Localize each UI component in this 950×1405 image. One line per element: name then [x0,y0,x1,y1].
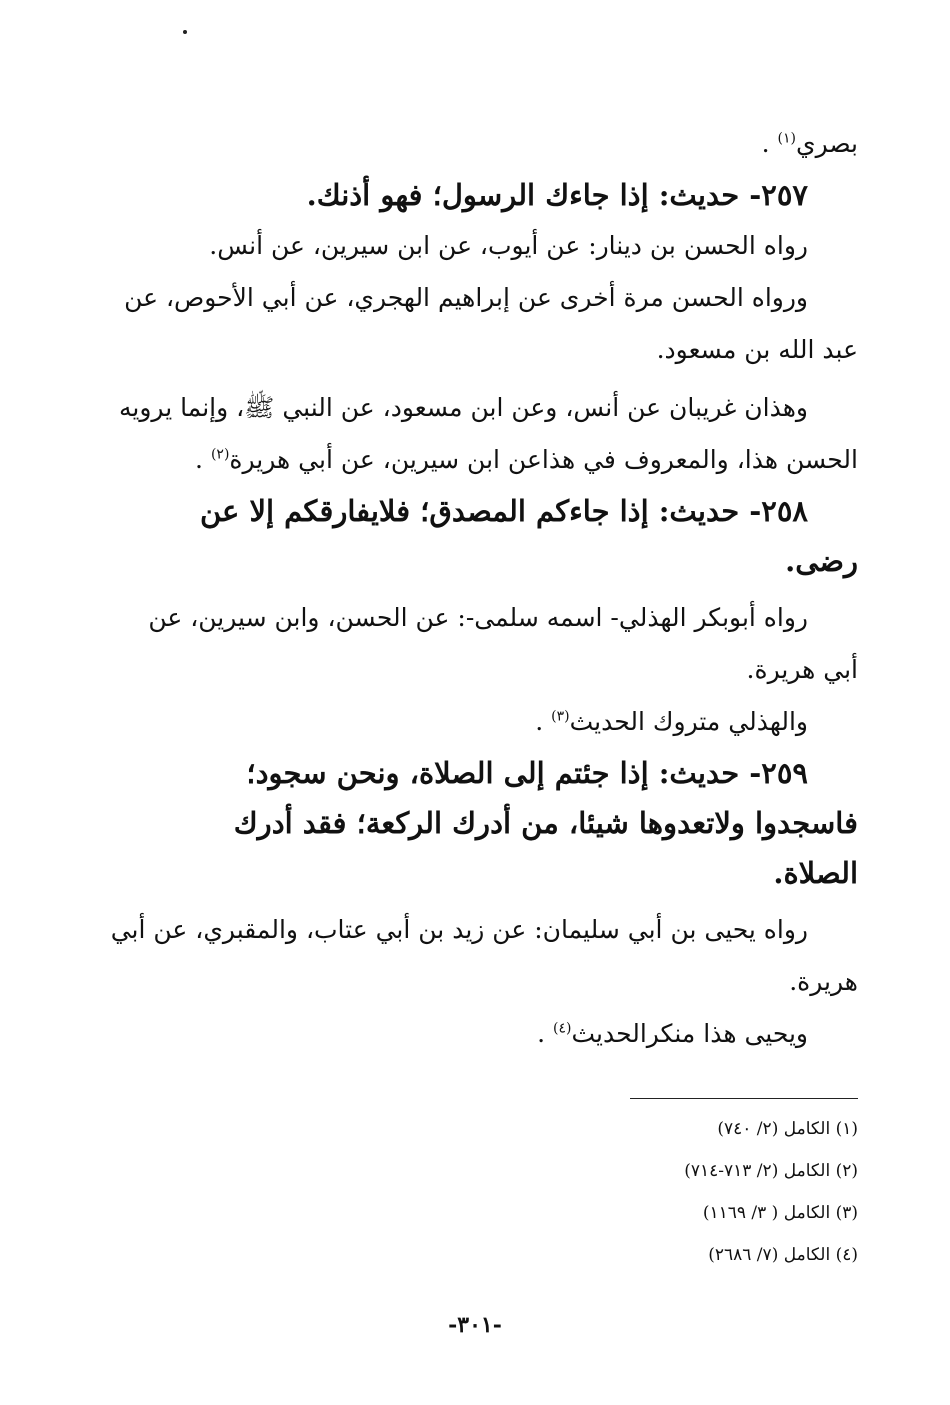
period: . [535,707,544,736]
hadith-259-heading: ٢٥٩- حديث: إذا جئتم إلى الصلاة، ونحن سجود؛ [246,756,808,790]
paragraph-line: ورواه الحسن مرة أخرى عن إبراهيم الهجري، عن أبي الأحوص، عن [124,283,808,312]
continuation-line [108,118,858,170]
hadith-258-heading: ٢٥٨- حديث: إذا جاءكم المصدق؛ فلايفارقكم إلا عن [199,494,808,528]
period: . [761,129,770,158]
text-run: الحسن هذا، والمعروف في هذاعن ابن سيرين، عن أبي هريرة [229,445,858,474]
hadith-259-heading-cont: الصلاة. [773,856,858,890]
footnote-ref: (٤) [552,1020,572,1037]
footnote: (٢) الكامل (٢/ ٧١٣-٧١٤) [684,1161,858,1181]
scan-speck [183,30,187,34]
hadith-259-heading-cont: فاسجدوا ولاتعدوها شيئا، من أدرك الركعة؛ فقد أدرك [233,806,858,840]
footnote-ref: (٢) [210,446,230,463]
main-text [108,118,858,1060]
period: . [537,1019,546,1048]
footnotes [560,1108,858,1276]
footnote: (١) الكامل (٢/ ٧٤٠) [717,1119,858,1139]
paragraph-line: وهذان غريبان عن أنس، وعن ابن مسعود، عن النبي ﷺ، وإنما يرويه [118,393,808,422]
hadith-257-heading: ٢٥٧- حديث: إذا جاءك الرسول؛ فهو أذنك. [306,178,808,212]
paragraph-line [108,1008,858,1060]
paragraph-line: رواه يحيى بن أبي سليمان: عن زيد بن أبي عتاب، والمقبري، عن أبي [110,915,808,944]
page-number: -٣٠١- [448,1312,502,1338]
text-run: بصري [796,129,858,158]
paragraph-line: أبي هريرة. [746,655,858,684]
paragraph-line [108,696,858,748]
footnote: (٣) الكامل ( ٣/ ١١٦٩) [702,1203,858,1223]
footnote-ref: (١) [777,130,796,147]
footnote-ref: (٣) [551,708,570,725]
period: . [195,445,203,474]
paragraph-line: عبد الله بن مسعود. [656,335,858,364]
text-run: والهذلي متروك الحديث [569,707,808,736]
paragraph-line: هريرة. [789,967,858,996]
footnote: (٤) الكامل (٧/ ٢٦٨٦) [708,1245,858,1265]
footnote-divider [630,1098,858,1099]
paragraph-line: رواه أبوبكر الهذلي- اسمه سلمى-: عن الحسن، وابن سيرين، عن [148,603,808,632]
paragraph-line [108,434,858,486]
paragraph: رواه الحسن بن دينار: عن أيوب، عن ابن سيرين، عن أنس. [209,231,808,260]
text-run: ويحيى هذا منكرالحديث [571,1019,808,1048]
hadith-258-heading-cont: رضى. [785,544,858,578]
